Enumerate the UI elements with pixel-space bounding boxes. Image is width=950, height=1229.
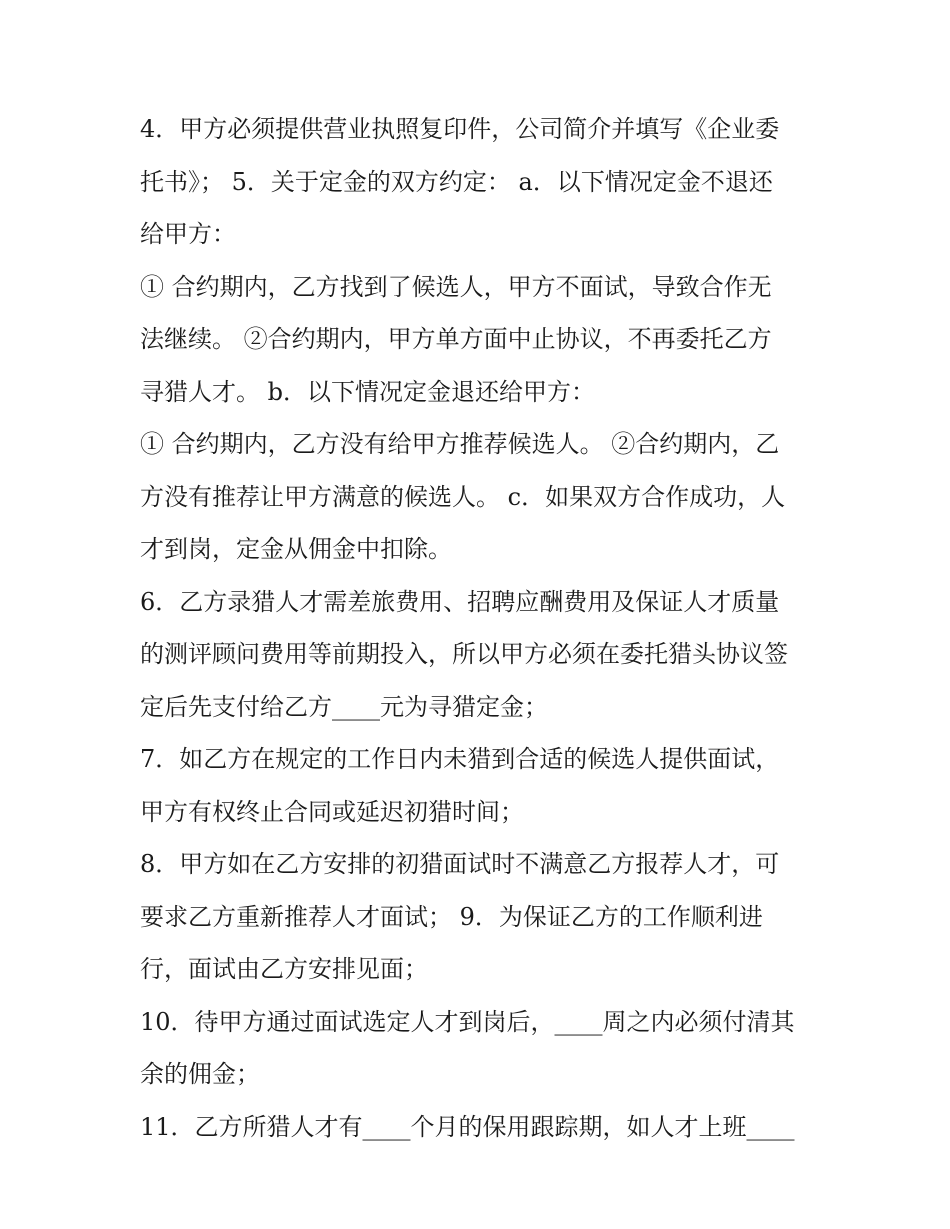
text-line: 8．甲方如在乙方安排的初猎面试时不满意乙方报荐人才，可 — [140, 850, 780, 878]
text-line: 法继续。 ②合约期内，甲方单方面中止协议，不再委托乙方 — [140, 325, 772, 353]
text-line: 定后先支付给乙方____元为寻猎定金； — [140, 692, 548, 721]
text-line: 10．待甲方通过面试选定人才到岗后，____周之内必须付清其 — [140, 1007, 795, 1036]
text-line: 7．如乙方在规定的工作日内未猎到合适的候选人提供面试， — [140, 745, 780, 773]
text-line: ① 合约期内，乙方找到了候选人，甲方不面试，导致合作无 — [140, 272, 772, 301]
text-line: 寻猎人才。 b．以下情况定金退还给甲方： — [140, 377, 595, 406]
text-line: 才到岗，定金从佣金中扣除。 — [140, 535, 452, 563]
text-line: 方没有推荐让甲方满意的候选人。 c．如果双方合作成功，人 — [140, 482, 786, 511]
text-line: 给甲方： — [140, 220, 236, 248]
text-line: 要求乙方重新推荐人才面试； 9．为保证乙方的工作顺利进 — [140, 902, 763, 931]
text-line: 甲方有权终止合同或延迟初猎时间； — [140, 797, 524, 826]
text-line: 的测评顾问费用等前期投入，所以甲方必须在委托猎头协议签 — [140, 640, 788, 668]
text-line: 余的佣金； — [140, 1060, 260, 1088]
text-line: 行，面试由乙方安排见面； — [140, 955, 428, 983]
text-line: 11．乙方所猎人才有____个月的保用跟踪期，如人才上班____ — [140, 1112, 795, 1141]
text-line: 托书》； 5．关于定金的双方约定： a．以下情况定金不退还 — [140, 167, 773, 196]
contract-body-text — [140, 103, 816, 1153]
text-line: 4．甲方必须提供营业执照复印件，公司简介并填写《企业委 — [140, 115, 780, 143]
text-line: 6．乙方录猎人才需差旅费用、招聘应酬费用及保证人才质量 — [140, 587, 780, 616]
text-line: ① 合约期内，乙方没有给甲方推荐候选人。 ②合约期内，乙 — [140, 430, 780, 458]
